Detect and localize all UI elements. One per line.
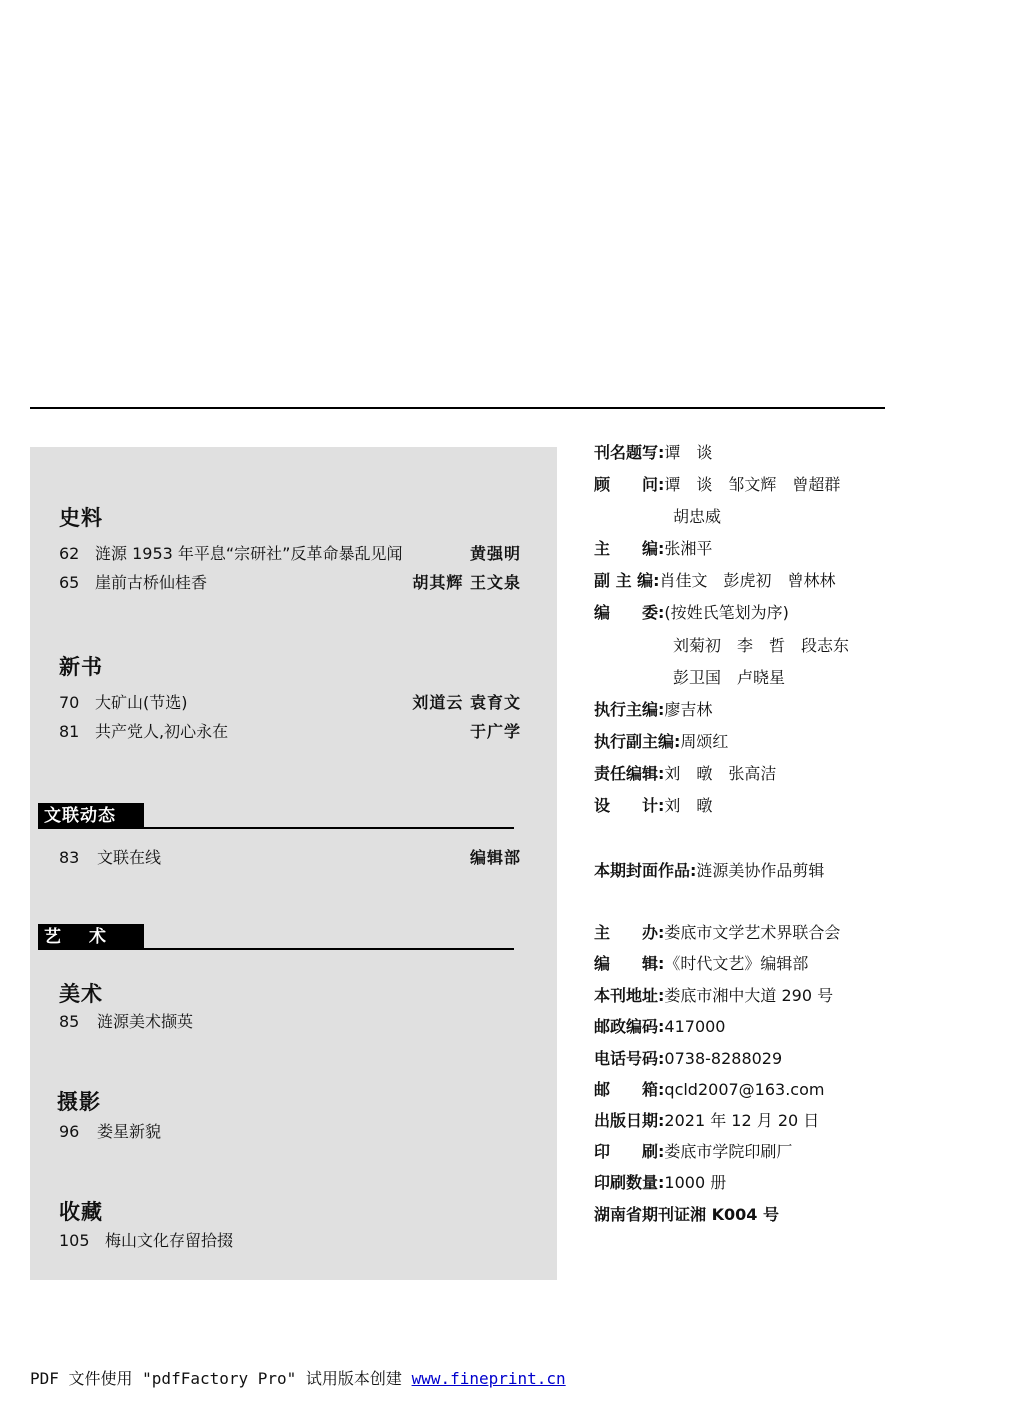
banner-label: 文联动态 xyxy=(38,803,144,829)
entry-author: 刘道云 袁育文 xyxy=(412,693,521,712)
masthead-row: 编 委:(按姓氏笔划为序) xyxy=(594,603,789,622)
masthead-row: 刊名题写:谭 谈 xyxy=(594,443,713,462)
section-banner-yishu xyxy=(38,924,514,950)
section-title-shiliao: 史料 xyxy=(59,506,103,530)
section-title-meishu: 美术 xyxy=(59,982,103,1006)
banner-label: 艺术 xyxy=(38,924,144,950)
toc-entry[interactable] xyxy=(59,1231,521,1251)
table-of-contents xyxy=(30,447,557,1280)
footer-link[interactable]: www.fineprint.cn xyxy=(411,1369,566,1388)
masthead-row: 胡忠威 xyxy=(673,507,722,526)
page-number: 83 xyxy=(59,848,80,867)
publication-row: 编 辑:《时代文艺》编辑部 xyxy=(594,954,809,973)
cover-credit: 本期封面作品:涟源美协作品剪辑 xyxy=(594,861,825,880)
entry-title: 娄星新貌 xyxy=(97,1122,162,1141)
section-title-shoucang: 收藏 xyxy=(59,1200,103,1224)
masthead-row: 执行主编:廖吉林 xyxy=(594,700,713,719)
publication-license: 湖南省期刊证湘 K004 号 xyxy=(594,1205,779,1224)
entry-author: 编辑部 xyxy=(469,848,521,867)
masthead-row: 彭卫国 卢晓星 xyxy=(673,668,786,687)
banner-rule xyxy=(144,948,514,950)
publication-row: 邮 箱:qcld2007@163.com xyxy=(594,1080,825,1099)
masthead-row: 刘菊初 李 哲 段志东 xyxy=(673,636,850,655)
entry-title: 崖前古桥仙桂香 xyxy=(95,573,208,592)
publication-row: 主 办:娄底市文学艺术界联合会 xyxy=(594,923,841,942)
toc-entry[interactable] xyxy=(59,722,521,742)
banner-rule xyxy=(144,827,514,829)
masthead-row: 顾 问:谭 谈 邹文辉 曾超群 xyxy=(594,475,841,494)
toc-entry[interactable] xyxy=(59,848,521,868)
toc-entry[interactable] xyxy=(59,1012,521,1032)
footer-text: PDF 文件使用 "pdfFactory Pro" 试用版本创建 xyxy=(30,1369,412,1388)
toc-entry[interactable] xyxy=(59,693,521,713)
page-number: 70 xyxy=(59,693,80,712)
publication-row: 印 刷:娄底市学院印刷厂 xyxy=(594,1142,793,1161)
entry-author: 胡其辉 王文泉 xyxy=(412,573,521,592)
entry-author: 于广学 xyxy=(469,722,521,741)
page-number: 85 xyxy=(59,1012,80,1031)
toc-entry[interactable] xyxy=(59,573,521,593)
section-title-xinshu: 新书 xyxy=(59,655,103,679)
publication-row: 本刊地址:娄底市湘中大道 290 号 xyxy=(594,986,834,1005)
publication-row: 出版日期:2021 年 12 月 20 日 xyxy=(594,1111,820,1130)
entry-title: 共产党人,初心永在 xyxy=(95,722,229,741)
entry-title: 梅山文化存留拾掇 xyxy=(105,1231,234,1250)
toc-entry[interactable] xyxy=(59,1122,521,1142)
entry-title: 文联在线 xyxy=(97,848,162,867)
publication-row: 印刷数量:1000 册 xyxy=(594,1173,727,1192)
page-number: 62 xyxy=(59,544,80,563)
top-rule xyxy=(30,407,885,409)
page-number: 81 xyxy=(59,722,80,741)
masthead-row: 设 计:刘 暾 xyxy=(594,796,713,815)
masthead-row: 执行副主编:周颂红 xyxy=(594,732,729,751)
entry-title: 大矿山(节选) xyxy=(95,693,188,712)
page-number: 105 xyxy=(59,1231,90,1250)
page-number: 65 xyxy=(59,573,80,592)
publication-row: 电话号码:0738-8288029 xyxy=(594,1049,783,1068)
masthead-row: 责任编辑:刘 暾 张高洁 xyxy=(594,764,777,783)
masthead-row: 主 编:张湘平 xyxy=(594,539,713,558)
pdf-footer xyxy=(30,1366,566,1389)
publication-row: 邮政编码:417000 xyxy=(594,1017,726,1036)
entry-title: 涟源美术撷英 xyxy=(97,1012,194,1031)
section-banner-wenlian xyxy=(38,803,514,829)
masthead-row: 副 主 编:肖佳文 彭虎初 曾林林 xyxy=(594,571,836,590)
entry-title: 涟源 1953 年平息“宗研社”反革命暴乱见闻 xyxy=(95,544,403,563)
page-number: 96 xyxy=(59,1122,80,1141)
entry-author: 黄强明 xyxy=(469,544,521,563)
toc-entry[interactable] xyxy=(59,544,521,564)
section-title-sheying: 摄影 xyxy=(57,1090,101,1114)
